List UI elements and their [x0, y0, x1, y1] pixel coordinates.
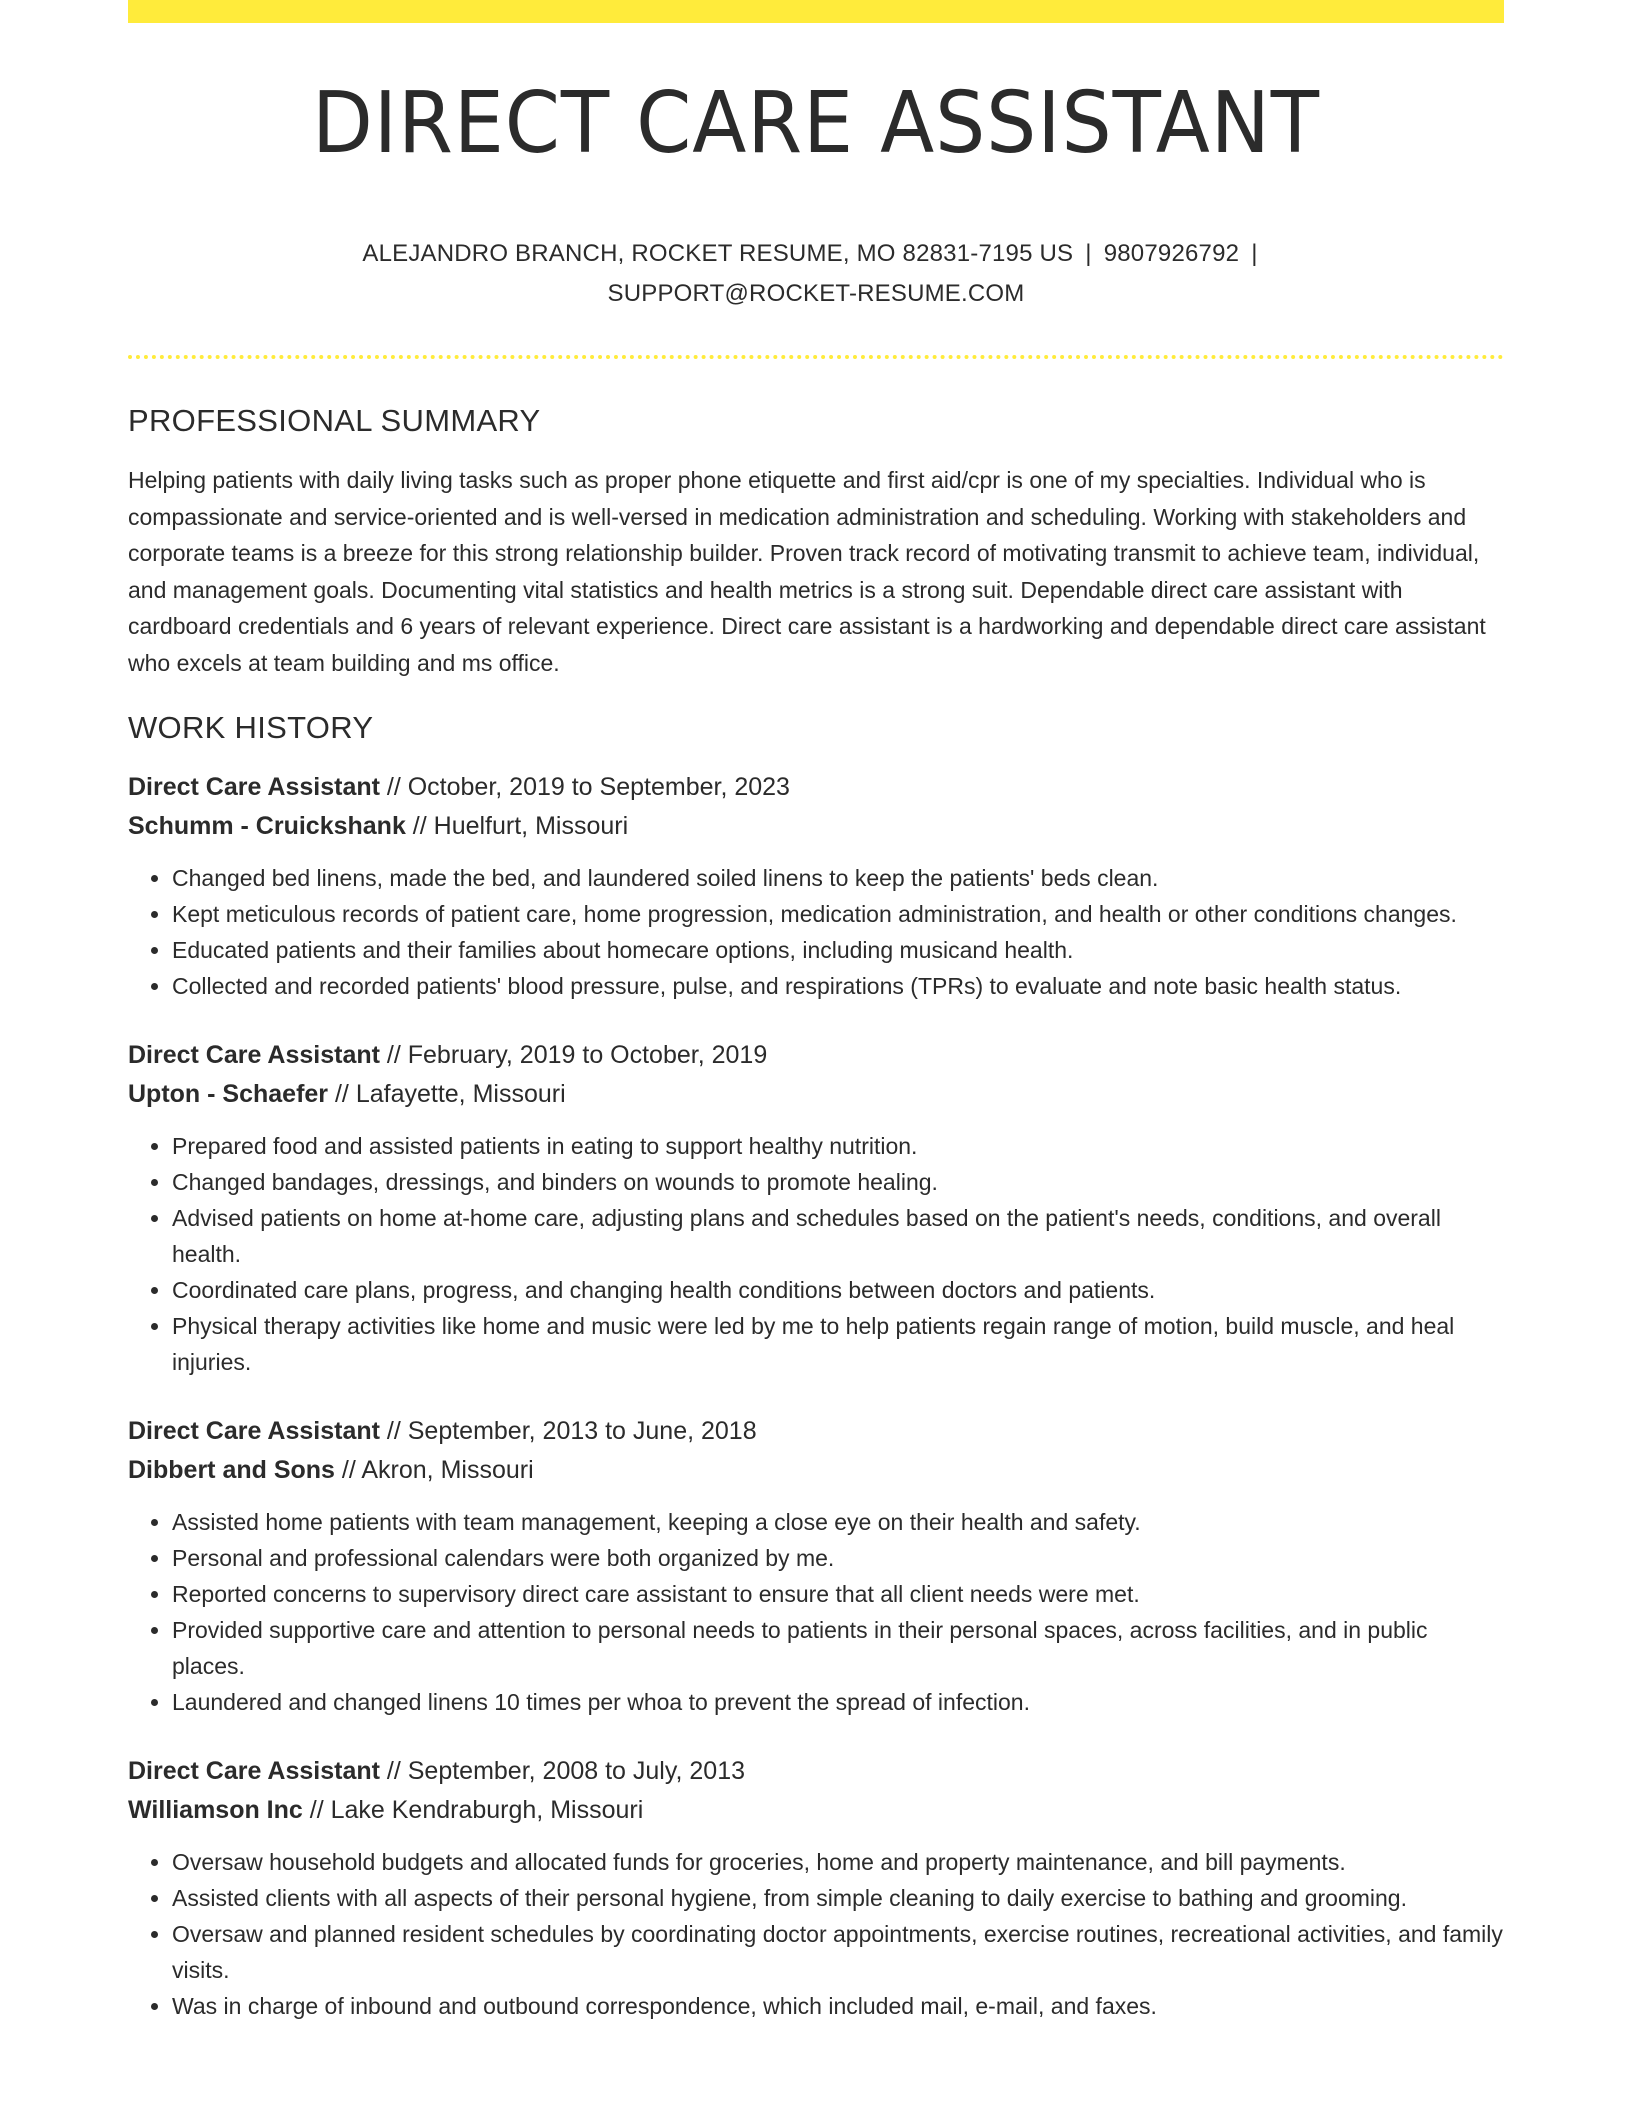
contact-address: ALEJANDRO BRANCH, ROCKET RESUME, MO 82831-7195 US — [362, 240, 1074, 267]
job-bullet: • Provided supportive care and attention to personal needs to patients in their personal spaces, across facilities, and in public places. — [172, 1612, 1504, 1684]
job-company: Upton - Schaefer — [128, 1080, 329, 1108]
job-bullet: • Changed bandages, dressings, and binders on wounds to promote healing. — [172, 1164, 1504, 1200]
contact-separator: | — [1251, 240, 1258, 267]
summary-heading: PROFESSIONAL SUMMARY — [128, 403, 541, 438]
job-dates: // September, 2013 to June, 2018 — [379, 1417, 757, 1445]
job-bullets — [128, 1844, 1504, 2024]
job-bullet: • Oversaw and planned resident schedules by coordinating doctor appointments, exercise routines, recreational activities, and family visits. — [172, 1916, 1504, 1988]
job-bullet: • Reported concerns to supervisory direct care assistant to ensure that all client needs were met. — [172, 1576, 1504, 1612]
summary-text: Helping patients with daily living tasks such as proper phone etiquette and first aid/cpr is one of my specialties. Individual who is compassionate and service-oriented and is well-versed in medication administration and scheduling. Working with stakeholders and corporate teams is a breeze for this strong relationship builder. Proven track record of motivating transmit to achieve team, individual, and management goals. Documenting vital statistics and health metrics is a strong suit. Dependable direct care assistant with cardboard credentials and 6 years of relevant experience. Direct care assistant is a hardworking and dependable direct care assistant who excels at team building and ms office. — [128, 467, 1486, 676]
job-bullet: • Assisted home patients with team management, keeping a close eye on their health and safety. — [172, 1504, 1504, 1540]
job-location: // Lafayette, Missouri — [328, 1080, 566, 1108]
job-bullet: • Coordinated care plans, progress, and changing health conditions between doctors and patients. — [172, 1272, 1504, 1308]
job-title-line — [128, 1412, 1504, 1451]
job-entry — [128, 1752, 1504, 2024]
job-company: Dibbert and Sons — [128, 1456, 335, 1484]
job-company-line — [128, 1451, 1504, 1490]
job-bullets — [128, 1504, 1504, 1720]
job-dates: // February, 2019 to October, 2019 — [379, 1041, 768, 1069]
job-bullet: • Assisted clients with all aspects of their personal hygiene, from simple cleaning to daily exercise to bathing and grooming. — [172, 1880, 1504, 1916]
resume-title: DIRECT CARE ASSISTANT — [311, 74, 1321, 173]
contact-phone: 9807926792 — [1103, 240, 1240, 267]
job-entry — [128, 1412, 1504, 1720]
job-location: // Huelfurt, Missouri — [405, 812, 629, 840]
job-bullet: • Was in charge of inbound and outbound correspondence, which included mail, e-mail, and faxes. — [172, 1988, 1504, 2024]
job-role: Direct Care Assistant — [128, 773, 380, 801]
job-role: Direct Care Assistant — [128, 1417, 380, 1445]
job-entry — [128, 768, 1504, 1004]
job-bullet: • Prepared food and assisted patients in eating to support healthy nutrition. — [172, 1128, 1504, 1164]
contact-separator: | — [1085, 240, 1092, 267]
job-bullet: • Physical therapy activities like home and music were led by me to help patients regain range of motion, build muscle, and heal injuries. — [172, 1308, 1504, 1380]
dotted-divider — [128, 355, 1504, 359]
job-role: Direct Care Assistant — [128, 1041, 380, 1069]
job-company: Schumm - Cruickshank — [128, 812, 406, 840]
job-title-line — [128, 1752, 1504, 1791]
job-bullet: • Personal and professional calendars were both organized by me. — [172, 1540, 1504, 1576]
resume-page — [128, 0, 1504, 2024]
job-bullet: • Kept meticulous records of patient care, home progression, medication administration, and health or other conditions changes. — [172, 896, 1504, 932]
job-bullet: • Educated patients and their families about homecare options, including musicand health. — [172, 932, 1504, 968]
top-accent-bar — [128, 0, 1504, 23]
job-bullet: • Changed bed linens, made the bed, and laundered soiled linens to keep the patients' beds clean. — [172, 860, 1504, 896]
job-role: Direct Care Assistant — [128, 1757, 380, 1785]
work-history-heading: WORK HISTORY — [128, 710, 374, 745]
job-location: // Lake Kendraburgh, Missouri — [302, 1796, 644, 1824]
job-title-line — [128, 1036, 1504, 1075]
job-list — [128, 768, 1504, 2024]
job-dates: // October, 2019 to September, 2023 — [379, 773, 790, 801]
job-dates: // September, 2008 to July, 2013 — [379, 1757, 746, 1785]
job-bullet: • Advised patients on home at-home care, adjusting plans and schedules based on the patient's needs, conditions, and overall health. — [172, 1200, 1504, 1272]
job-company-line — [128, 1075, 1504, 1114]
job-entry — [128, 1036, 1504, 1380]
job-bullets — [128, 860, 1504, 1004]
job-company: Williamson Inc — [128, 1796, 303, 1824]
job-location: // Akron, Missouri — [334, 1456, 534, 1484]
job-bullet: • Collected and recorded patients' blood pressure, pulse, and respirations (TPRs) to evaluate and note basic health status. — [172, 968, 1504, 1004]
job-title-line — [128, 768, 1504, 807]
contact-email: SUPPORT@ROCKET-RESUME.COM — [607, 280, 1025, 307]
job-bullet: • Laundered and changed linens 10 times per whoa to prevent the spread of infection. — [172, 1684, 1504, 1720]
contact-info — [128, 234, 1504, 314]
job-bullet: • Oversaw household budgets and allocated funds for groceries, home and property maintenance, and bill payments. — [172, 1844, 1504, 1880]
job-company-line — [128, 807, 1504, 846]
job-company-line — [128, 1791, 1504, 1830]
job-bullets — [128, 1128, 1504, 1380]
